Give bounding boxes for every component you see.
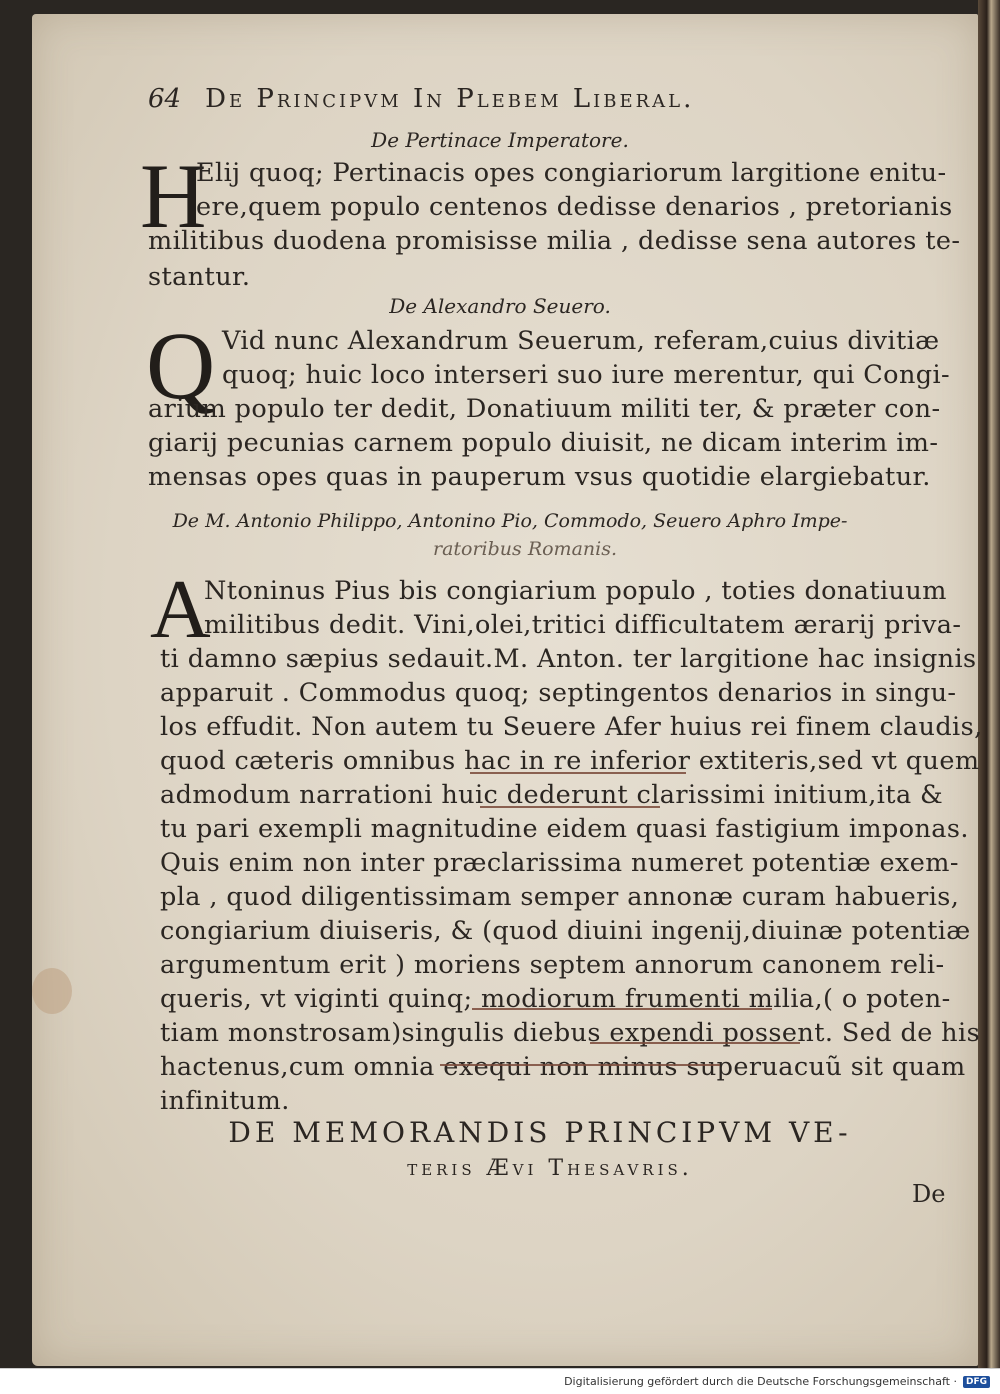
text-line: congiarium diuiseris, & (quod diuini ingenij,diuinæ potentiæ <box>160 916 971 946</box>
dropcap-h: H <box>140 145 207 247</box>
text-line: Elij quoq; Pertinacis opes congiariorum largitione enitu- <box>196 158 947 188</box>
section-heading-antoninus-line2: ratoribus Romanis. <box>432 538 618 560</box>
footer-text: Digitalisierung gefördert durch die Deutsche Forschungsgemeinschaft · <box>564 1375 957 1388</box>
ink-underline <box>470 772 686 774</box>
ink-underline <box>440 1064 720 1066</box>
dropcap-q: Q <box>146 312 216 419</box>
digitization-footer <box>0 1368 1000 1394</box>
running-head <box>148 84 838 114</box>
text-line: quod cæteris omnibus hac in re inferior extiteris,sed vt quem <box>160 746 980 776</box>
text-line: militibus duodena promisisse milia , dedisse sena autores te- <box>148 226 961 256</box>
section-title-line1: DE MEMORANDIS PRINCIPVM VE- <box>228 1116 852 1149</box>
ink-underline <box>590 1042 800 1044</box>
page-number: 64 <box>148 84 182 114</box>
text-line: giarij pecunias carnem populo diuisit, ne dicam interim im- <box>148 428 939 458</box>
paper-stain <box>32 968 72 1014</box>
text-line: Vid nunc Alexandrum Seuerum, referam,cuius divitiæ <box>222 326 940 356</box>
text-line: mensas opes quas in pauperum vsus quotidie elargiebatur. <box>148 462 931 492</box>
text-line: argumentum erit ) moriens septem annorum canonem reli- <box>160 950 945 980</box>
ink-underline <box>472 1008 772 1010</box>
section-heading-alexander: De Alexandro Seuero. <box>389 294 611 318</box>
text-line: tiam monstrosam)singulis diebus expendi possent. Sed de his <box>160 1018 981 1048</box>
catchword: De <box>912 1180 946 1208</box>
running-title: De Principvm In Plebem Liberal. <box>205 84 695 114</box>
text-line: admodum narrationi huic dederunt clarissimi initium,ita & <box>160 780 944 810</box>
text-line: tu pari exempli magnitudine eidem quasi fastigium imponas. <box>160 814 969 844</box>
text-line: apparuit . Commodus quoq; septingentos denarios in singu- <box>160 678 957 708</box>
dropcap-a: A <box>150 563 211 656</box>
text-line: los effudit. Non autem tu Seuere Afer huius rei finem claudis, <box>160 712 983 742</box>
text-line: ti damno sæpius sedauit.M. Anton. ter largitione hac insignis <box>160 644 977 674</box>
text-line: pla , quod diligentissimam semper annonæ curam habueris, <box>160 882 960 912</box>
section-title-line2: teris Ævi Thesavris. <box>407 1156 693 1181</box>
text-line: ere,quem populo centenos dedisse denarios , pretorianis <box>196 192 953 222</box>
text-line: hactenus,cum omnia exequi non minus superuacuũ sit quam <box>160 1052 966 1082</box>
text-line: Ntoninus Pius bis congiarium populo , toties donatiuum <box>204 576 947 606</box>
text-line: quoq; huic loco interseri suo iure merentur, qui Congi- <box>222 360 951 390</box>
text-line: arium populo ter dedit, Donatiuum militi ter, & præter con- <box>148 394 941 424</box>
section-heading-antoninus-line1: De M. Antonio Philippo, Antonino Pio, Commodo, Seuero Aphro Impe- <box>172 510 848 532</box>
ink-underline <box>480 806 660 808</box>
book-binding-edge <box>978 0 1000 1368</box>
text-line: queris, vt viginti quinq; modiorum frumenti milia,( o poten- <box>160 984 951 1014</box>
text-line: infinitum. <box>160 1086 290 1116</box>
text-line: Quis enim non inter præclarissima numeret potentiæ exem- <box>160 848 959 878</box>
dfg-logo: DFG <box>963 1376 990 1388</box>
text-line: stantur. <box>148 262 251 292</box>
section-heading-pertinax: De Pertinace Imperatore. <box>371 128 629 152</box>
text-line: militibus dedit. Vini,olei,tritici difficultatem ærarij priva- <box>204 610 962 640</box>
